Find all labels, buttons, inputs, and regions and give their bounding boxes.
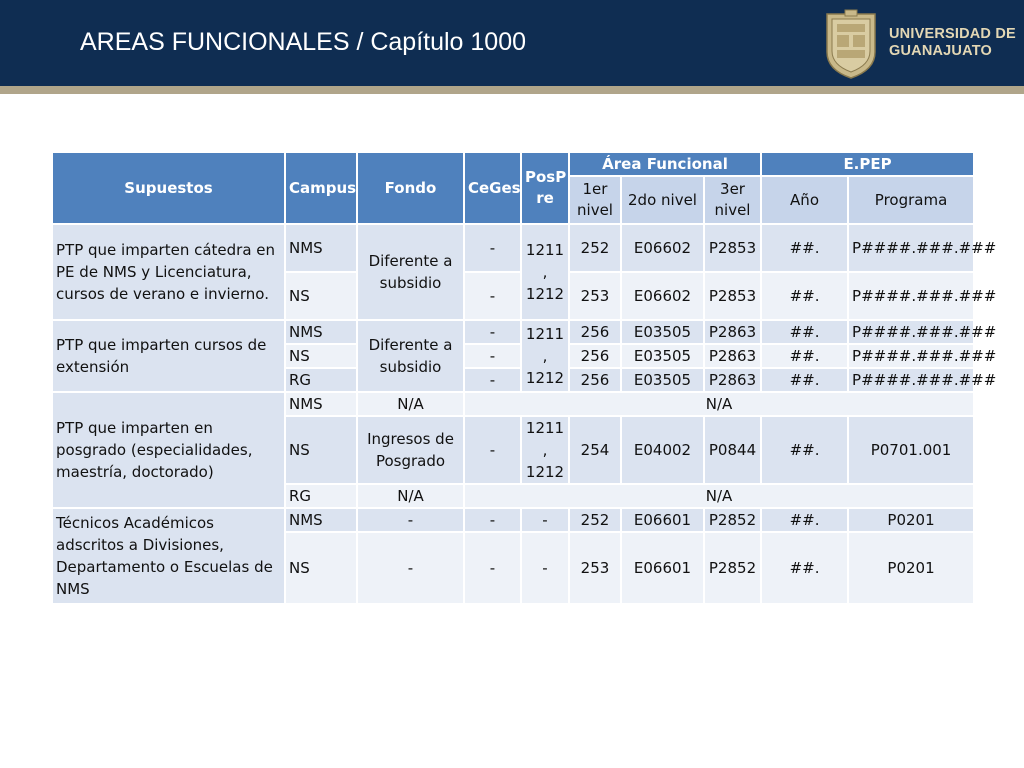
table-cell: P2852	[704, 532, 761, 604]
table-cell: N/A	[464, 392, 974, 416]
table-cell: -	[464, 368, 521, 392]
table-cell: Ingresos de Posgrado	[357, 416, 464, 484]
table-cell: PTP que imparten en posgrado (especialidades, maestría, doctorado)	[52, 392, 285, 508]
table-cell: -	[357, 532, 464, 604]
table-row	[52, 320, 974, 344]
table-body	[52, 224, 997, 604]
table-cell: RG	[285, 484, 357, 508]
table-cell: -	[464, 224, 521, 272]
table-cell: NMS	[285, 320, 357, 344]
table-cell: 1211 , 1212	[521, 320, 569, 392]
table-cell: Diferente a subsidio	[357, 320, 464, 392]
table-cell: P0201	[848, 532, 974, 604]
table-cell: P2863	[704, 344, 761, 368]
table-cell: 256	[569, 368, 621, 392]
table-cell: -	[521, 508, 569, 532]
table-cell: NMS	[285, 224, 357, 272]
header-1er-nivel: 1er nivel	[569, 176, 621, 224]
university-wordmark	[889, 26, 1016, 60]
header-programa: Programa	[848, 176, 974, 224]
table-cell: NS	[285, 344, 357, 368]
header-fondo: Fondo	[357, 152, 464, 224]
table-cell: Técnicos Académicos adscritos a Divisiones, Departamento o Escuelas de NMS	[52, 508, 285, 604]
table-cell: ##.	[761, 272, 848, 320]
table-cell: P####.###.###	[848, 320, 974, 344]
table-cell: P2863	[704, 320, 761, 344]
table-cell: 1211 , 1212	[521, 416, 569, 484]
table-cell: E06602	[621, 224, 704, 272]
table-cell: 252	[569, 508, 621, 532]
table-cell: 254	[569, 416, 621, 484]
table-cell: ##.	[761, 224, 848, 272]
table-cell: ##.	[761, 344, 848, 368]
table-cell: P2852	[704, 508, 761, 532]
header-2do-nivel: 2do nivel	[621, 176, 704, 224]
table-cell: N/A	[357, 392, 464, 416]
table-cell: P####.###.###	[848, 344, 974, 368]
header-ceges: CeGes	[464, 152, 521, 224]
table-cell: 253	[569, 272, 621, 320]
header-supuestos: Supuestos	[52, 152, 285, 224]
table-cell: 252	[569, 224, 621, 272]
table-cell: E06601	[621, 532, 704, 604]
table-cell: -	[464, 508, 521, 532]
table-cell: ##.	[761, 320, 848, 344]
header-campus: Campus	[285, 152, 357, 224]
table-cell: 256	[569, 344, 621, 368]
table-cell: -	[464, 416, 521, 484]
table-cell: -	[521, 532, 569, 604]
table-cell: NS	[285, 532, 357, 604]
table-cell: NS	[285, 272, 357, 320]
table-cell: Diferente a subsidio	[357, 224, 464, 320]
university-crest-logo	[823, 8, 879, 80]
table-cell: E03505	[621, 320, 704, 344]
table-row	[52, 392, 974, 416]
table-cell: E03505	[621, 368, 704, 392]
table-cell: NMS	[285, 508, 357, 532]
table-row	[52, 508, 974, 532]
table-cell: RG	[285, 368, 357, 392]
logo-line-1: UNIVERSIDAD DE	[889, 26, 1016, 42]
table-cell: 256	[569, 320, 621, 344]
table-cell: -	[464, 272, 521, 320]
header-divider	[0, 86, 1024, 94]
table-cell: PTP que imparten cátedra en PE de NMS y Licenciatura, cursos de verano e invierno.	[52, 224, 285, 320]
logo-line-2: GUANAJUATO	[889, 43, 992, 59]
header-pospre: PosP re	[521, 152, 569, 224]
slide-title: AREAS FUNCIONALES / Capítulo 1000	[80, 28, 527, 56]
table-cell: -	[464, 320, 521, 344]
table-cell: 253	[569, 532, 621, 604]
table-cell: ##.	[761, 416, 848, 484]
table-cell: E06601	[621, 508, 704, 532]
areas-funcionales-table	[51, 151, 997, 605]
table-cell: E04002	[621, 416, 704, 484]
table-row	[52, 224, 974, 272]
header-epep: E.PEP	[761, 152, 974, 176]
table-cell: P0701.001	[848, 416, 974, 484]
table-cell: ##.	[761, 532, 848, 604]
table-cell: PTP que imparten cursos de extensión	[52, 320, 285, 392]
table-cell: P0844	[704, 416, 761, 484]
table-cell: N/A	[464, 484, 974, 508]
header-3er-nivel: 3er nivel	[704, 176, 761, 224]
table-cell: P####.###.###	[848, 368, 974, 392]
table-cell: P####.###.###	[848, 272, 974, 320]
header-area-funcional: Área Funcional	[569, 152, 761, 176]
table-cell: -	[464, 532, 521, 604]
table-cell: P####.###.###	[848, 224, 974, 272]
table-cell: NMS	[285, 392, 357, 416]
table-cell: E06602	[621, 272, 704, 320]
table-cell: ##.	[761, 508, 848, 532]
header-anio: Año	[761, 176, 848, 224]
table-cell: P2853	[704, 224, 761, 272]
table-cell: E03505	[621, 344, 704, 368]
table-cell: -	[357, 508, 464, 532]
table-cell: -	[464, 344, 521, 368]
table-cell: P2863	[704, 368, 761, 392]
table-cell: 1211 , 1212	[521, 224, 569, 320]
table-cell: P0201	[848, 508, 974, 532]
table-cell: ##.	[761, 368, 848, 392]
table-cell: P2853	[704, 272, 761, 320]
table-cell: NS	[285, 416, 357, 484]
table-cell: N/A	[357, 484, 464, 508]
